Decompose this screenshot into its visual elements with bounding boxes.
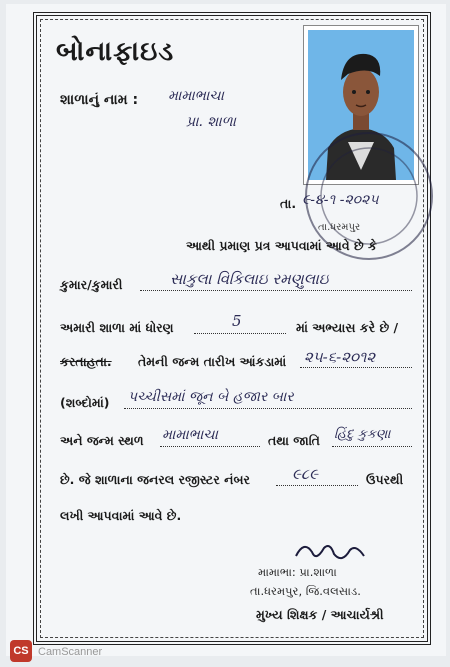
intro-text: આથી પ્રમાણ પ્રત્ર આપવામાં આવે છે કે bbox=[186, 238, 377, 253]
register-label: છે. જે શાળાના જનરલ રજીસ્ટર નંબર bbox=[60, 472, 250, 487]
register-value: ૯૮૯ bbox=[292, 465, 319, 483]
caste-line bbox=[332, 446, 412, 447]
school-label: શાળાનું નામ : bbox=[60, 92, 139, 108]
dob-value: ૨૫-૬-૨૦૧૨ bbox=[304, 348, 376, 366]
dob-line bbox=[300, 367, 412, 368]
words-value: પચ્ચીસમાં જૂન બે હજાર બાર bbox=[128, 389, 294, 405]
words-line bbox=[124, 408, 412, 409]
stamp-text: તા.ધરમપુર bbox=[318, 222, 361, 233]
caste-value: હિંદુ કુકણા bbox=[334, 427, 391, 442]
date-value: ૯-૪-૧ -૨૦૨૫ bbox=[302, 192, 379, 208]
register-suffix: ઉપરથી bbox=[366, 472, 404, 487]
certificate-title: બોનાફાઇડ bbox=[56, 36, 175, 67]
grade-value: 5 bbox=[232, 312, 242, 330]
closing-text: લખી આપવામાં આવે છે. bbox=[60, 508, 182, 523]
seal-line2: તા.ધરમપુર, જિ.વલસાડ. bbox=[250, 584, 361, 598]
seal-line1: મામાભા: પ્રા.શાળા bbox=[258, 565, 337, 579]
child-name-value: સાકુલા વિકિલાઇ રમણુલાઇ bbox=[170, 270, 329, 288]
grade-line bbox=[194, 333, 286, 334]
grade-suffix: માં અભ્યાસ કરે છે / bbox=[296, 320, 399, 335]
birthplace-line bbox=[160, 446, 260, 447]
caste-label: તથા જાતિ bbox=[268, 433, 320, 448]
camscanner-logo: CS bbox=[10, 640, 32, 662]
child-label: કુમાર/કુમારી bbox=[60, 277, 123, 292]
camscanner-watermark: CamScanner bbox=[38, 646, 103, 658]
school-name-line2: પ્રા. શાળા bbox=[186, 114, 236, 130]
struck-text: કરતાહતા. bbox=[60, 354, 112, 369]
child-name-line bbox=[140, 290, 412, 291]
words-label: (શબ્દોમાં) bbox=[60, 395, 110, 410]
signatory-title: મુખ્ય શિક્ષક / આચાર્યશ્રી bbox=[256, 607, 384, 622]
birthplace-label: અને જન્મ સ્થળ bbox=[60, 433, 144, 448]
date-prefix: તા. bbox=[280, 196, 297, 211]
grade-prefix: અમારી શાળા માં ધોરણ bbox=[60, 320, 174, 335]
birthplace-value: મામાભાચા bbox=[162, 427, 218, 443]
signature bbox=[290, 538, 370, 568]
school-name-line1: મામાભાચા bbox=[168, 88, 224, 104]
dob-label: તેમની જન્મ તારીખ આંકડામાં bbox=[138, 354, 287, 369]
register-line bbox=[276, 485, 358, 486]
